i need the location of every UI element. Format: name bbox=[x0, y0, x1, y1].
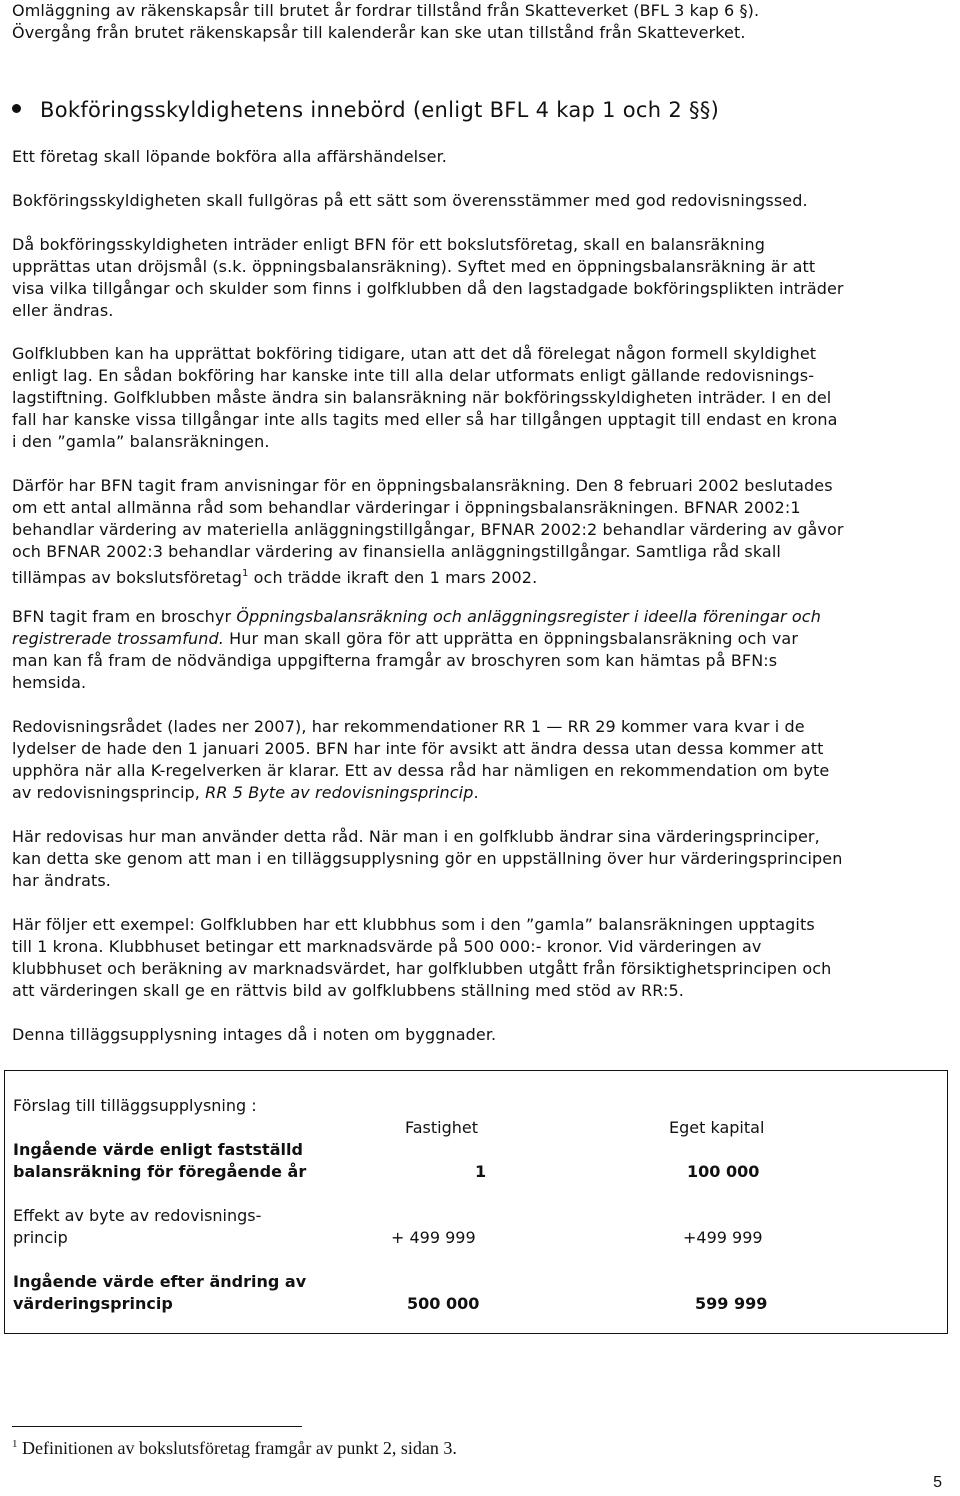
footnote-ref: 1 bbox=[242, 568, 249, 579]
row-label: Effekt av byte av redovisnings- bbox=[13, 1206, 262, 1225]
proposal-box bbox=[4, 1070, 948, 1334]
value-cell: +499 999 bbox=[683, 1228, 763, 1247]
paragraph-line: om ett antal allmänna råd som behandlar värderingar i öppningsbalansräkningen. BFNAR 2002:1 bbox=[12, 498, 801, 517]
paragraph-line: lagstiftning. Golfklubben måste ändra sin balansräkning när bokföringsskyldigheten inträder. I en del bbox=[12, 388, 832, 407]
paragraph-line: klubbhuset och beräkning av marknadsvärdet, har golfklubben utgått från försiktighetsprincipen och bbox=[12, 959, 832, 978]
footnote-mark: 1 bbox=[12, 1438, 18, 1450]
proposal-title: Förslag till tilläggsupplysning : bbox=[13, 1096, 257, 1115]
section-heading: Bokföringsskyldighetens innebörd (enligt BFL 4 kap 1 och 2 §§) bbox=[40, 98, 720, 122]
value-cell: + 499 999 bbox=[391, 1228, 476, 1247]
paragraph-line: fall har kanske vissa tillgångar inte alls tagits med eller så har tillgången upptagit till endast en krona bbox=[12, 410, 838, 429]
footnote-divider bbox=[12, 1426, 302, 1427]
paragraph: Ett företag skall löpande bokföra alla affärshändelser. bbox=[12, 147, 447, 166]
paragraph-line: Då bokföringsskyldigheten inträder enligt BFN för ett bokslutsföretag, skall en balansräkning bbox=[12, 235, 765, 254]
paragraph-line: eller ändras. bbox=[12, 301, 114, 320]
value-cell: 599 999 bbox=[695, 1294, 768, 1313]
standard-title: RR 5 Byte av redovisningsprincip bbox=[205, 783, 474, 802]
value-cell: 500 000 bbox=[407, 1294, 480, 1313]
bullet-icon bbox=[12, 104, 21, 113]
text-line: Övergång från brutet räkenskapsår till kalenderår kan ske utan tillstånd från Skatteverket. bbox=[12, 23, 746, 42]
paragraph-line: Därför har BFN tagit fram anvisningar för en öppningsbalansräkning. Den 8 februari 2002 beslutades bbox=[12, 476, 833, 495]
text-span: av redovisningsprincip, bbox=[12, 783, 206, 802]
paragraph-line: i den ”gamla” balansräkningen. bbox=[12, 432, 270, 451]
paragraph-line: kan detta ske genom att man i en tilläggsupplysning gör en uppställning över hur värderingsprincipen bbox=[12, 849, 843, 868]
paragraph-line: har ändrats. bbox=[12, 871, 111, 890]
text-span: BFN tagit fram en broschyr bbox=[12, 607, 237, 626]
paragraph-line: enligt lag. En sådan bokföring har kanske inte till alla delar utformats enligt gällande redovisnings- bbox=[12, 366, 815, 385]
brochure-title: registrerade trossamfund. bbox=[12, 629, 224, 648]
paragraph-line: man kan få fram de nödvändiga uppgifterna framgår av broschyren som kan hämtas på BFN:s bbox=[12, 651, 778, 670]
text-line: Omläggning av räkenskapsår till brutet år fordrar tillstånd från Skatteverket (BFL 3 kap 6 §). bbox=[12, 1, 760, 20]
paragraph-line: Golfklubben kan ha upprättat bokföring tidigare, utan att det då förelegat någon formell skyldighet bbox=[12, 344, 817, 363]
row-label: balansräkning för föregående år bbox=[13, 1162, 307, 1181]
value-cell: 100 000 bbox=[687, 1162, 760, 1181]
paragraph-line bbox=[12, 606, 821, 628]
column-header-fastighet: Fastighet bbox=[405, 1118, 479, 1137]
paragraph-line: upprättas utan dröjsmål (s.k. öppningsbalansräkning). Syftet med en öppningsbalansräkning är att bbox=[12, 257, 816, 276]
paragraph-line: att värderingen skall ge en rättvis bild av golfklubbens ställning med stöd av RR:5. bbox=[12, 981, 684, 1000]
page-number: 5 bbox=[933, 1474, 942, 1491]
column-header-eget-kapital: Eget kapital bbox=[669, 1118, 765, 1137]
paragraph-line: till 1 krona. Klubbhuset betingar ett marknadsvärde på 500 000:- kronor. Vid värderingen av bbox=[12, 937, 762, 956]
value-cell: 1 bbox=[475, 1162, 487, 1181]
paragraph-line: Redovisningsrådet (lades ner 2007), har rekommendationer RR 1 — RR 29 kommer vara kvar i de bbox=[12, 717, 805, 736]
paragraph-line: upphöra när alla K-regelverken är klarar. Ett av dessa råd har nämligen en rekommendation om byte bbox=[12, 761, 830, 780]
row-label: Ingående värde efter ändring av bbox=[13, 1272, 307, 1291]
text-span: tillämpas av bokslutsföretag bbox=[12, 568, 243, 587]
paragraph: Bokföringsskyldigheten skall fullgöras på ett sätt som överensstämmer med god redovisningssed. bbox=[12, 191, 808, 210]
paragraph-line: hemsida. bbox=[12, 673, 87, 692]
paragraph-line: visa vilka tillgångar och skulder som finns i golfklubben då den lagstadgade bokföringsplikten inträder bbox=[12, 279, 844, 298]
row-label: princip bbox=[13, 1228, 68, 1247]
paragraph-line bbox=[12, 628, 798, 650]
paragraph-line bbox=[12, 563, 537, 589]
paragraph-line: Här redovisas hur man använder detta råd. När man i en golfklubb ändrar sina värderingsprinciper, bbox=[12, 827, 820, 846]
footnote-text: Definitionen av bokslutsföretag framgår av punkt 2, sidan 3. bbox=[17, 1438, 457, 1458]
footnote bbox=[12, 1438, 457, 1459]
paragraph-line bbox=[12, 782, 479, 804]
text-span: . bbox=[473, 783, 479, 802]
row-label: värderingsprincip bbox=[13, 1294, 173, 1313]
paragraph-line: Här följer ett exempel: Golfklubben har ett klubbhus som i den ”gamla” balansräkningen upptagits bbox=[12, 915, 815, 934]
text-span: och trädde ikraft den 1 mars 2002. bbox=[248, 568, 538, 587]
paragraph-line: behandlar värdering av materiella anläggningstillgångar, BFNAR 2002:2 behandlar värdering av gåvor bbox=[12, 520, 844, 539]
paragraph: Denna tilläggsupplysning intages då i noten om byggnader. bbox=[12, 1025, 497, 1044]
brochure-title: Öppningsbalansräkning och anläggningsregister i ideella föreningar och bbox=[236, 607, 821, 626]
text-span: Hur man skall göra för att upprätta en öppningsbalansräkning och var bbox=[223, 629, 799, 648]
row-label: Ingående värde enligt fastställd bbox=[13, 1140, 303, 1159]
paragraph-line: och BFNAR 2002:3 behandlar värdering av finansiella anläggningstillgångar. Samtliga råd skall bbox=[12, 542, 781, 561]
paragraph-line: lydelser de hade den 1 januari 2005. BFN har inte för avsikt att ändra dessa utan dessa kommer att bbox=[12, 739, 824, 758]
